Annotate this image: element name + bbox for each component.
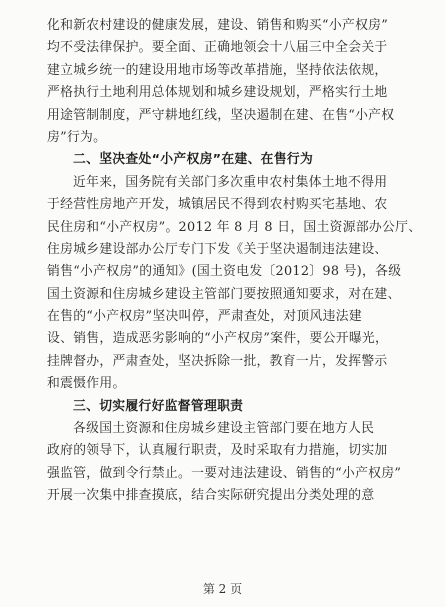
- text-line: 化和新农村建设的健康发展，建设、销售和购买“小产权房”: [47, 18, 389, 33]
- text-line: 挂牌督办，严肃查处，坚决拆除一批，教育一片，发挥警示: [47, 353, 388, 369]
- paragraph-3: [47, 418, 402, 508]
- text-line: 强监管，做到令行禁止。一要对违法建设、销售的“小产权房”: [47, 465, 402, 481]
- text-line: 住房城乡建设部办公厅专门下发《关于坚决遏制违法建设、: [47, 241, 388, 257]
- text-line: 均不受法律保护。要全面、正确地领会十八届三中全会关于: [47, 40, 388, 56]
- text-line: 政府的领导下，认真履行职责，及时采取有力措施，切实加: [47, 443, 388, 459]
- document-body: [47, 15, 422, 508]
- text-line: 各级国土资源和住房城乡建设主管部门要在地方人民: [73, 421, 375, 437]
- text-line: 用途管制制度，严守耕地红线，坚决遏制在建、在售“小产权: [47, 107, 395, 123]
- text-line: 开展一次集中排查摸底，结合实际研究提出分类处理的意: [47, 488, 375, 504]
- text-line: 建立城乡统一的建设用地市场等改革措施，坚持依法依规，: [47, 62, 388, 78]
- section-heading-2: 二、坚决查处“小产权房”在建、在售行为: [73, 152, 314, 168]
- text-line: 国土资源和住房城乡建设主管部门要按照通知要求，对在建、: [47, 286, 401, 302]
- text-line: 民住房和“小产权房”。2012 年 8 月 8 日，国土资源部办公厅、: [47, 219, 422, 235]
- paragraph-2: [47, 172, 422, 396]
- text-line: 销售“小产权房”的通知》(国土资电发〔2012〕98 号)，各级: [47, 264, 402, 280]
- section-heading-3: 三、切实履行好监督管理职责: [73, 398, 244, 414]
- text-line: 在售的“小产权房”坚决叫停，严肃查处，对顶风违法建: [47, 309, 362, 325]
- page-number: 第 2 页: [202, 582, 243, 596]
- text-line: 于经营性房地产开发，城镇居民不得到农村购买宅基地、农: [47, 197, 388, 213]
- text-line: 设、销售，造成恶劣影响的“小产权房”案件，要公开曝光，: [47, 331, 389, 347]
- paragraph-1: [47, 15, 393, 149]
- text-line: 房”行为。: [47, 129, 107, 145]
- text-line: 严格执行土地利用总体规划和城乡建设规划，严格实行土地: [47, 85, 388, 101]
- text-line: 和震慑作用。: [47, 376, 126, 392]
- text-line: 近年来，国务院有关部门多次重申农村集体土地不得用: [73, 174, 388, 190]
